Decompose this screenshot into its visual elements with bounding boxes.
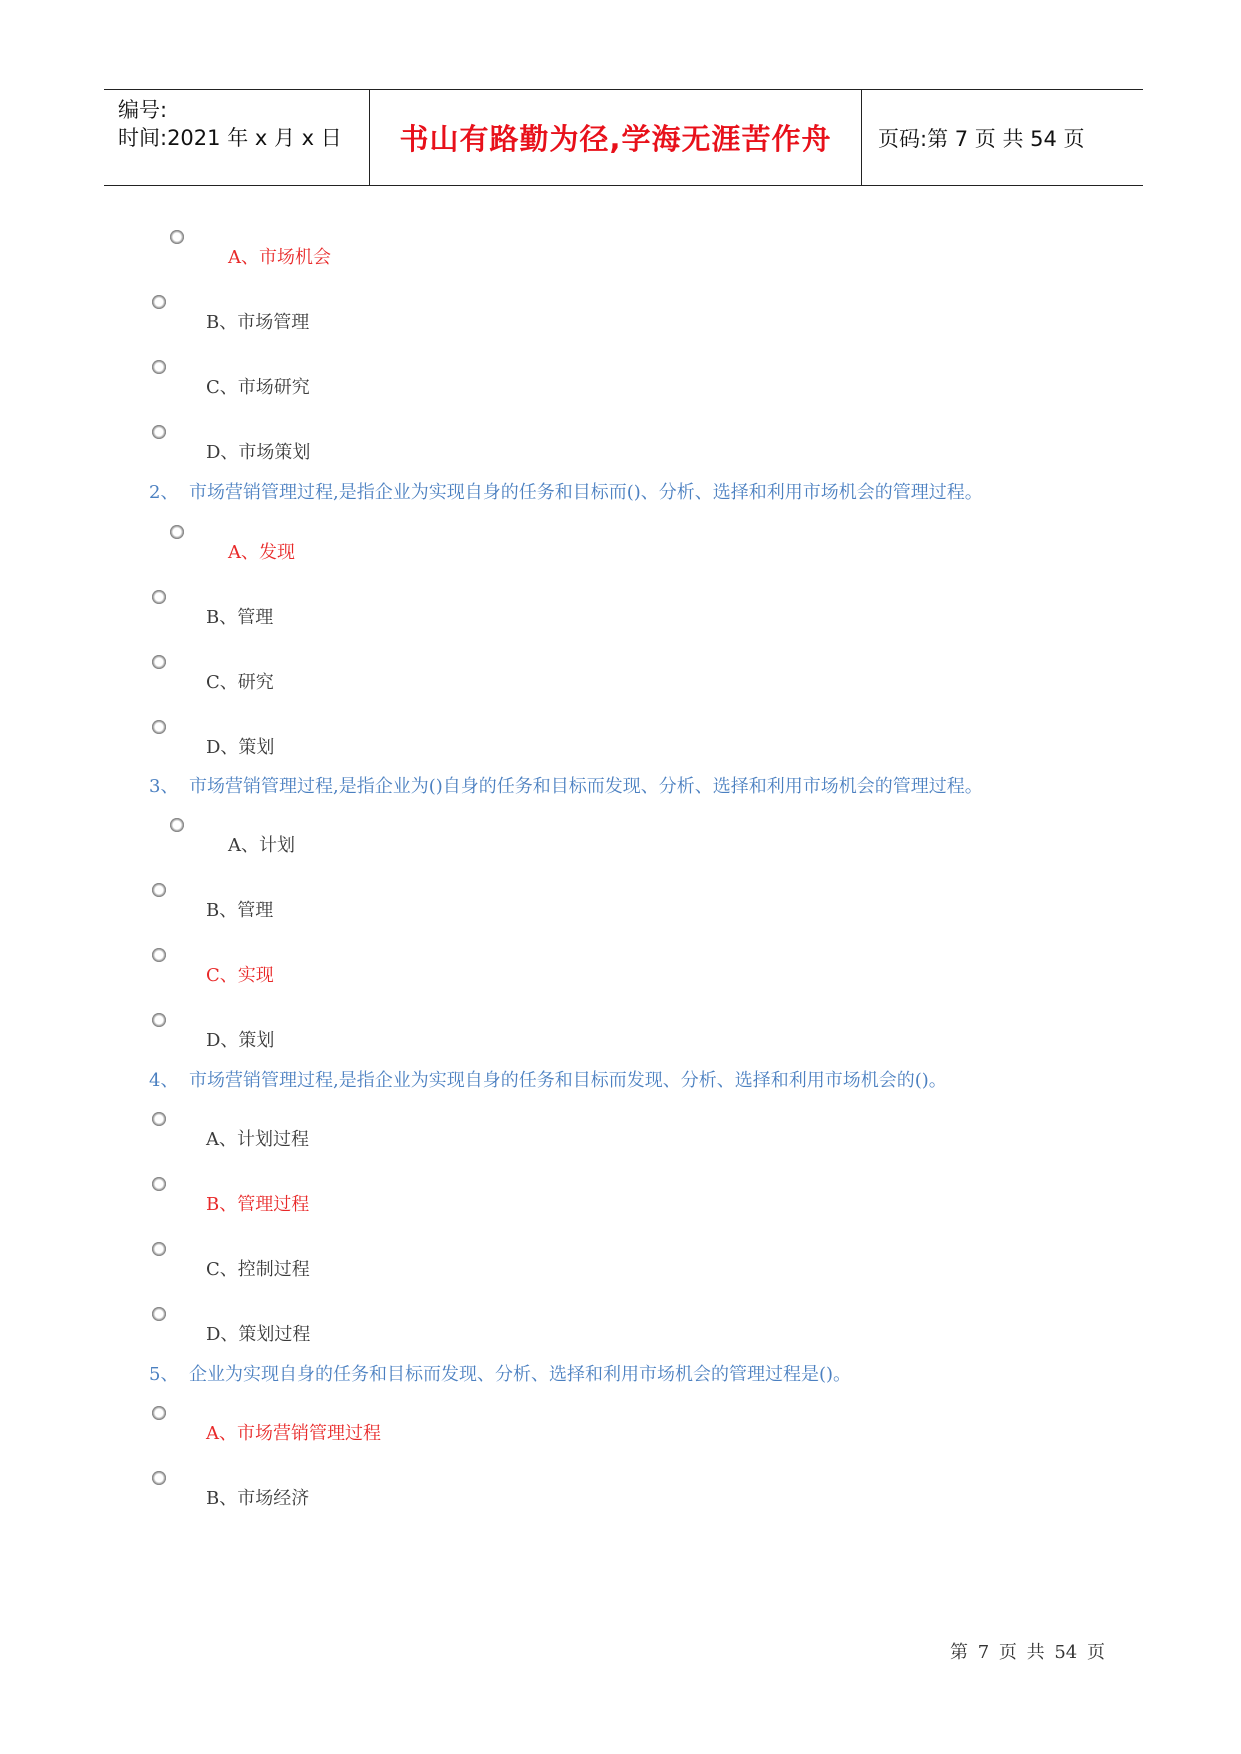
option-label: C、市场研究 xyxy=(206,377,310,398)
option-label: A、市场机会 xyxy=(228,247,331,268)
radio-button-icon[interactable] xyxy=(152,1013,166,1027)
radio-button-icon[interactable] xyxy=(152,1177,166,1191)
option-label: B、管理过程 xyxy=(206,1194,310,1215)
number-label: 编号: xyxy=(118,98,168,122)
option-label: B、市场管理 xyxy=(206,312,310,333)
radio-button-icon[interactable] xyxy=(152,425,166,439)
option-label: C、实现 xyxy=(206,965,274,986)
question-number: 2、 xyxy=(149,482,179,503)
radio-button-icon[interactable] xyxy=(152,1307,166,1321)
option-label: B、管理 xyxy=(206,607,274,628)
option-label: D、策划过程 xyxy=(206,1324,311,1345)
radio-button-icon[interactable] xyxy=(152,1406,166,1420)
question-5-stem xyxy=(149,1360,851,1386)
radio-button-icon[interactable] xyxy=(152,590,166,604)
radio-button-icon[interactable] xyxy=(152,295,166,309)
page-footer: 第 7 页 共 54 页 xyxy=(950,1642,1105,1663)
question-2-stem xyxy=(149,478,983,504)
radio-button-icon[interactable] xyxy=(152,1112,166,1126)
radio-button-icon[interactable] xyxy=(152,1242,166,1256)
time-label: 时间:2021 年 x 月 x 日 xyxy=(118,126,342,150)
option-label: B、管理 xyxy=(206,900,274,921)
option-label: D、市场策划 xyxy=(206,442,311,463)
radio-button-icon[interactable] xyxy=(152,655,166,669)
option-label: D、策划 xyxy=(206,737,275,758)
option-label: A、计划 xyxy=(228,835,295,856)
option-label: B、市场经济 xyxy=(206,1488,310,1509)
question-text: 市场营销管理过程,是指企业为实现自身的任务和目标而()、分析、选择和利用市场机会的管理过程。 xyxy=(189,482,983,503)
radio-button-icon[interactable] xyxy=(152,1471,166,1485)
question-text: 市场营销管理过程,是指企业为实现自身的任务和目标而发现、分析、选择和利用市场机会的()。 xyxy=(189,1070,947,1091)
motto: 书山有路勤为径,学海无涯苦作舟 xyxy=(370,90,862,185)
option-label: A、市场营销管理过程 xyxy=(206,1423,381,1444)
question-3-stem xyxy=(149,772,983,798)
question-number: 5、 xyxy=(149,1364,179,1385)
radio-button-icon[interactable] xyxy=(170,818,184,832)
option-label: C、研究 xyxy=(206,672,274,693)
option-label: A、发现 xyxy=(228,542,295,563)
question-number: 3、 xyxy=(149,776,179,797)
header-page-info: 页码:第 7 页 共 54 页 xyxy=(878,126,1085,151)
radio-button-icon[interactable] xyxy=(170,230,184,244)
radio-button-icon[interactable] xyxy=(170,525,184,539)
question-text: 企业为实现自身的任务和目标而发现、分析、选择和利用市场机会的管理过程是()。 xyxy=(189,1364,852,1385)
option-label: D、策划 xyxy=(206,1030,275,1051)
question-text: 市场营销管理过程,是指企业为()自身的任务和目标而发现、分析、选择和利用市场机会的管理过程。 xyxy=(189,776,983,797)
radio-button-icon[interactable] xyxy=(152,948,166,962)
option-label: C、控制过程 xyxy=(206,1259,310,1280)
radio-button-icon[interactable] xyxy=(152,883,166,897)
radio-button-icon[interactable] xyxy=(152,720,166,734)
question-4-stem xyxy=(149,1066,947,1092)
radio-button-icon[interactable] xyxy=(152,360,166,374)
question-number: 4、 xyxy=(149,1070,179,1091)
option-label: A、计划过程 xyxy=(206,1129,309,1150)
